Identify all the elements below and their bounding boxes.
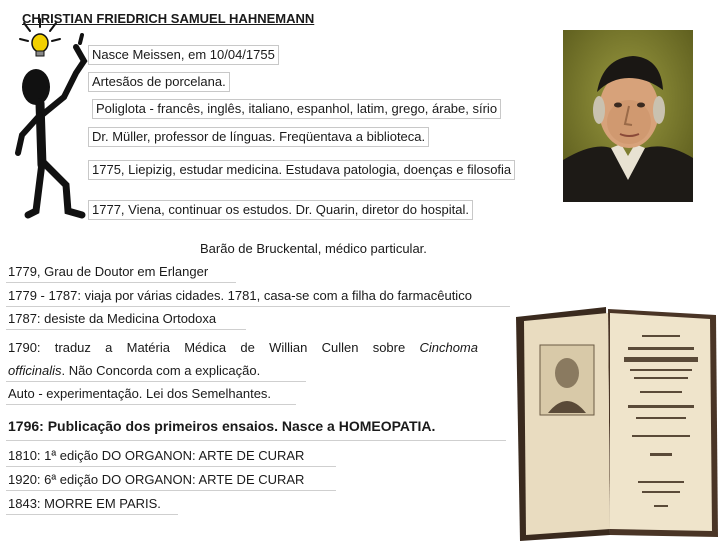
bio-item-muller: Dr. Müller, professor de línguas. Freqüentava a biblioteca.	[88, 127, 429, 147]
divider	[6, 306, 516, 307]
cullen-paragraph	[8, 340, 478, 356]
stick-figure-lightbulb-icon	[6, 15, 98, 225]
divider	[6, 329, 246, 330]
divider	[6, 490, 336, 491]
cullen-paragraph-line2	[8, 363, 260, 379]
divider	[6, 466, 336, 467]
baron-line: Barão de Bruckental, médico particular.	[200, 241, 427, 256]
divider	[6, 381, 306, 382]
organon-6th-edition: 1920: 6ª edição DO ORGANON: ARTE DE CURAR	[8, 472, 305, 487]
cullen-prefix: 1790: traduz a Matéria Médica de Willian Cullen sobre	[8, 340, 420, 355]
timeline-1787: 1787: desiste da Medicina Ortodoxa	[8, 311, 217, 326]
cullen-suffix: . Não Concorda com a explicação.	[61, 363, 261, 378]
death-paris: 1843: MORRE EM PARIS.	[8, 496, 161, 511]
organon-book-image	[510, 305, 722, 543]
divider	[6, 282, 236, 283]
bio-item-birth: Nasce Meissen, em 10/04/1755	[88, 45, 279, 65]
divider	[6, 440, 506, 441]
auto-experimentation: Auto - experimentação. Lei dos Semelhantes.	[8, 386, 272, 401]
bio-item-artisans: Artesãos de porcelana.	[88, 72, 230, 92]
timeline-travels: 1779 - 1787: viaja por várias cidades. 1781, casa-se com a filha do farmacêutico	[8, 288, 472, 303]
bio-item-leipzig: 1775, Liepizig, estudar medicina. Estudava patologia, doenças e filosofia	[88, 160, 515, 180]
page-title: CHRISTIAN FRIEDRICH SAMUEL HAHNEMANN	[22, 11, 315, 26]
divider	[6, 514, 178, 515]
divider	[6, 404, 296, 405]
timeline-1779-doctor: 1779, Grau de Doutor em Erlanger	[8, 264, 209, 279]
cullen-species-2: officinalis	[8, 363, 62, 378]
portrait-image	[563, 30, 693, 202]
organon-1st-edition: 1810: 1ª edição DO ORGANON: ARTE DE CURAR	[8, 448, 305, 463]
homeopathy-headline: 1796: Publicação dos primeiros ensaios. Nasce a HOMEOPATIA.	[8, 418, 436, 434]
bio-item-polyglot: Poliglota - francês, inglês, italiano, espanhol, latim, grego, árabe, sírio	[92, 99, 501, 119]
cullen-species-1: Cinchoma	[419, 340, 478, 355]
bio-item-vienna: 1777, Viena, continuar os estudos. Dr. Quarin, diretor do hospital.	[88, 200, 473, 220]
